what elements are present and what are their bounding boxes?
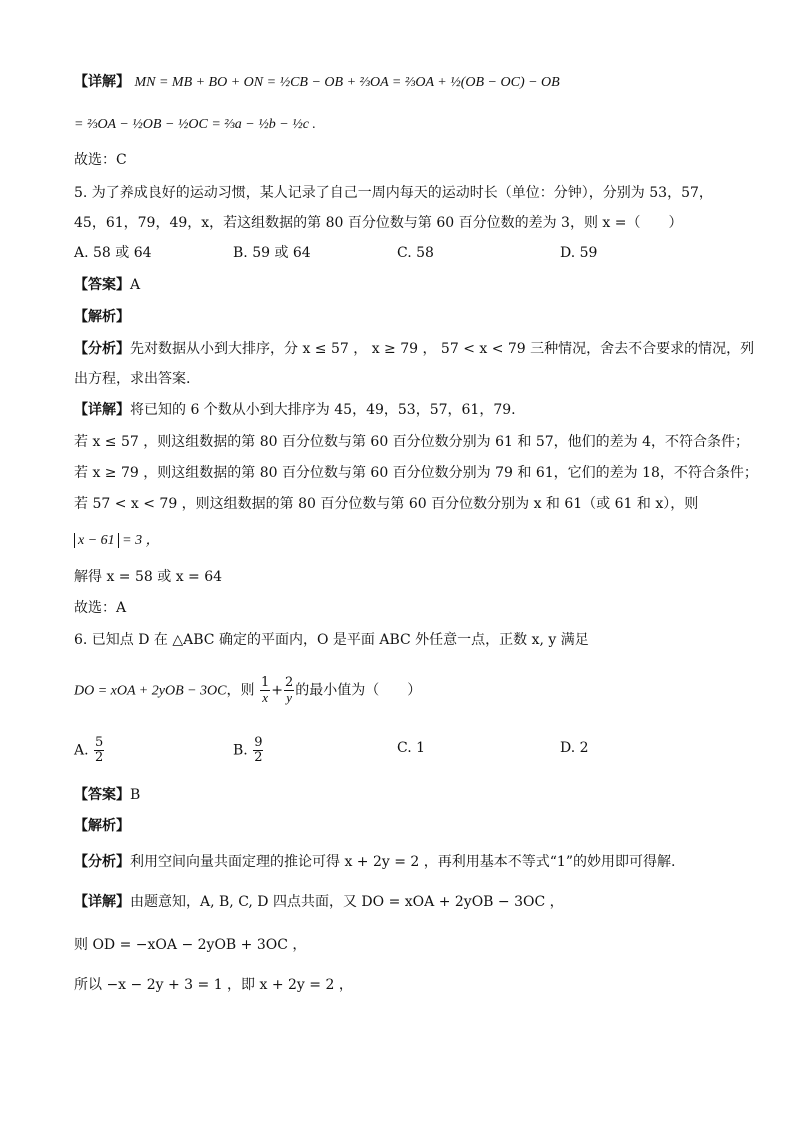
q6-option-d xyxy=(560,738,589,758)
q4-detail-line2 xyxy=(74,114,316,135)
q5-abs-equation xyxy=(74,530,160,551)
option-value: 1 xyxy=(416,740,426,756)
q5-answer-line xyxy=(74,275,140,295)
option-label: C. xyxy=(397,740,412,756)
q5-option-d: D. 59 xyxy=(560,245,598,261)
fenxi-text: 先对数据从小到大排序，分 x ≤ 57 ， x ≥ 79 ， 57 < x < 79 三种情况，舍去不合要求的情况，列 xyxy=(130,341,755,357)
q5-option-c: C. 58 xyxy=(397,245,434,261)
q4-detail-line1 xyxy=(74,72,560,93)
option-label: B. xyxy=(233,742,248,759)
answer-value: A xyxy=(130,277,141,293)
analysis-label: 【解析】 xyxy=(74,818,130,834)
fenxi-text: 利用空间向量共面定理的推论可得 x + 2y = 2 ，再利用基本不等式“1”的妙用即可得解. xyxy=(130,854,676,870)
q5-solve: 解得 x = 58 或 x = 64 xyxy=(74,569,223,585)
fraction-1-over-x xyxy=(260,676,270,705)
q5-fenxi-line2: 出方程，求出答案. xyxy=(74,371,191,387)
q6-fenxi-line xyxy=(74,852,675,872)
q6-detail-line xyxy=(74,892,564,912)
q6-so-line: 所以 −x − 2y + 3 = 1 ，即 x + 2y = 2 ， xyxy=(74,977,353,993)
q5-fenxi-line1 xyxy=(74,339,754,359)
denominator: 2 xyxy=(95,750,104,765)
denominator: x xyxy=(262,690,268,705)
detail-label: 【详解】 xyxy=(74,402,130,418)
q6-option-a xyxy=(74,736,105,765)
stem-text: ，则 xyxy=(226,682,255,699)
stem-tail: 的最小值为（ ） xyxy=(295,682,422,699)
q5-analysis-label xyxy=(74,307,130,327)
detail-text: 由题意知，A, B, C, D 四点共面，又 DO = xOA + 2yOB − 3OC ， xyxy=(130,894,564,910)
q5-case3: 若 57 < x < 79 ，则这组数据的第 80 百分位数与第 60 百分位数分别为 x 和 61（或 61 和 x），则 xyxy=(74,496,699,512)
detail-text: 将已知的 6 个数从小到大排序为 45，49，53，57，61，79. xyxy=(130,402,516,418)
option-fraction xyxy=(94,736,104,765)
answer-value: B xyxy=(130,787,141,803)
fraction-2-over-y xyxy=(284,676,294,705)
q5-case1: 若 x ≤ 57 ，则这组数据的第 80 百分位数与第 60 百分位数分别为 61 和 57，他们的差为 4，不符合条件； xyxy=(74,434,750,450)
q4-answer: 故选：C xyxy=(74,152,127,168)
abs-rhs: = 3 ， xyxy=(118,533,160,548)
q6-then-line: 则 OD = −xOA − 2yOB + 3OC ， xyxy=(74,937,307,953)
fenxi-label: 【分析】 xyxy=(74,341,130,357)
option-fraction xyxy=(253,736,263,765)
q5-detail-line xyxy=(74,400,516,420)
option-label: D. xyxy=(560,740,576,756)
q6-option-c xyxy=(397,738,425,758)
option-label: A. xyxy=(74,742,89,759)
vector-equation: = ⅔OA − ½OB − ½OC = ⅔a − ½b − ½c . xyxy=(74,117,316,132)
numerator: 5 xyxy=(95,735,104,750)
q6-analysis-label xyxy=(74,816,130,836)
q6-stem-line1: 6. 已知点 D 在 △ABC 确定的平面内，O 是平面 ABC 外任意一点，正数 x, y 满足 xyxy=(74,632,589,648)
q6-answer-line xyxy=(74,785,140,805)
vector-equation: DO = xOA + 2yOB − 3OC xyxy=(74,683,227,699)
numerator: 2 xyxy=(284,675,294,690)
numerator: 9 xyxy=(254,735,263,750)
abs-expression: x − 61 xyxy=(74,533,119,548)
plus-sign: + xyxy=(271,682,283,699)
answer-label: 【答案】 xyxy=(74,277,130,293)
vector-equation: MN = MB + BO + ON = ½CB − OB + ⅔OA = ⅔OA + ½(OB − OC) − OB xyxy=(134,75,560,90)
q5-option-b: B. 59 或 64 xyxy=(233,245,311,261)
answer-label: 【答案】 xyxy=(74,787,130,803)
detail-label: 【详解】 xyxy=(74,894,130,910)
q5-answer: 故选：A xyxy=(74,600,127,616)
fenxi-label: 【分析】 xyxy=(74,854,130,870)
q6-option-b xyxy=(233,736,264,765)
detail-label: 【详解】 xyxy=(74,74,130,90)
q5-option-a: A. 58 或 64 xyxy=(74,245,152,261)
numerator: 1 xyxy=(260,675,270,690)
option-value: 2 xyxy=(579,740,589,756)
denominator: 2 xyxy=(254,750,263,765)
q5-stem-line1: 5. 为了养成良好的运动习惯，某人记录了自己一周内每天的运动时长（单位：分钟），分别为 53，57， xyxy=(74,185,713,201)
q5-stem-line2: 45，61，79，49，x，若这组数据的第 80 百分位数与第 60 百分位数的差为 3，则 x =（ ） xyxy=(74,215,683,231)
q5-case2: 若 x ≥ 79 ，则这组数据的第 80 百分位数与第 60 百分位数分别为 79 和 61，它们的差为 18，不符合条件； xyxy=(74,465,758,481)
analysis-label: 【解析】 xyxy=(74,309,130,325)
denominator: y xyxy=(286,690,293,705)
q6-stem-line2 xyxy=(74,676,421,705)
